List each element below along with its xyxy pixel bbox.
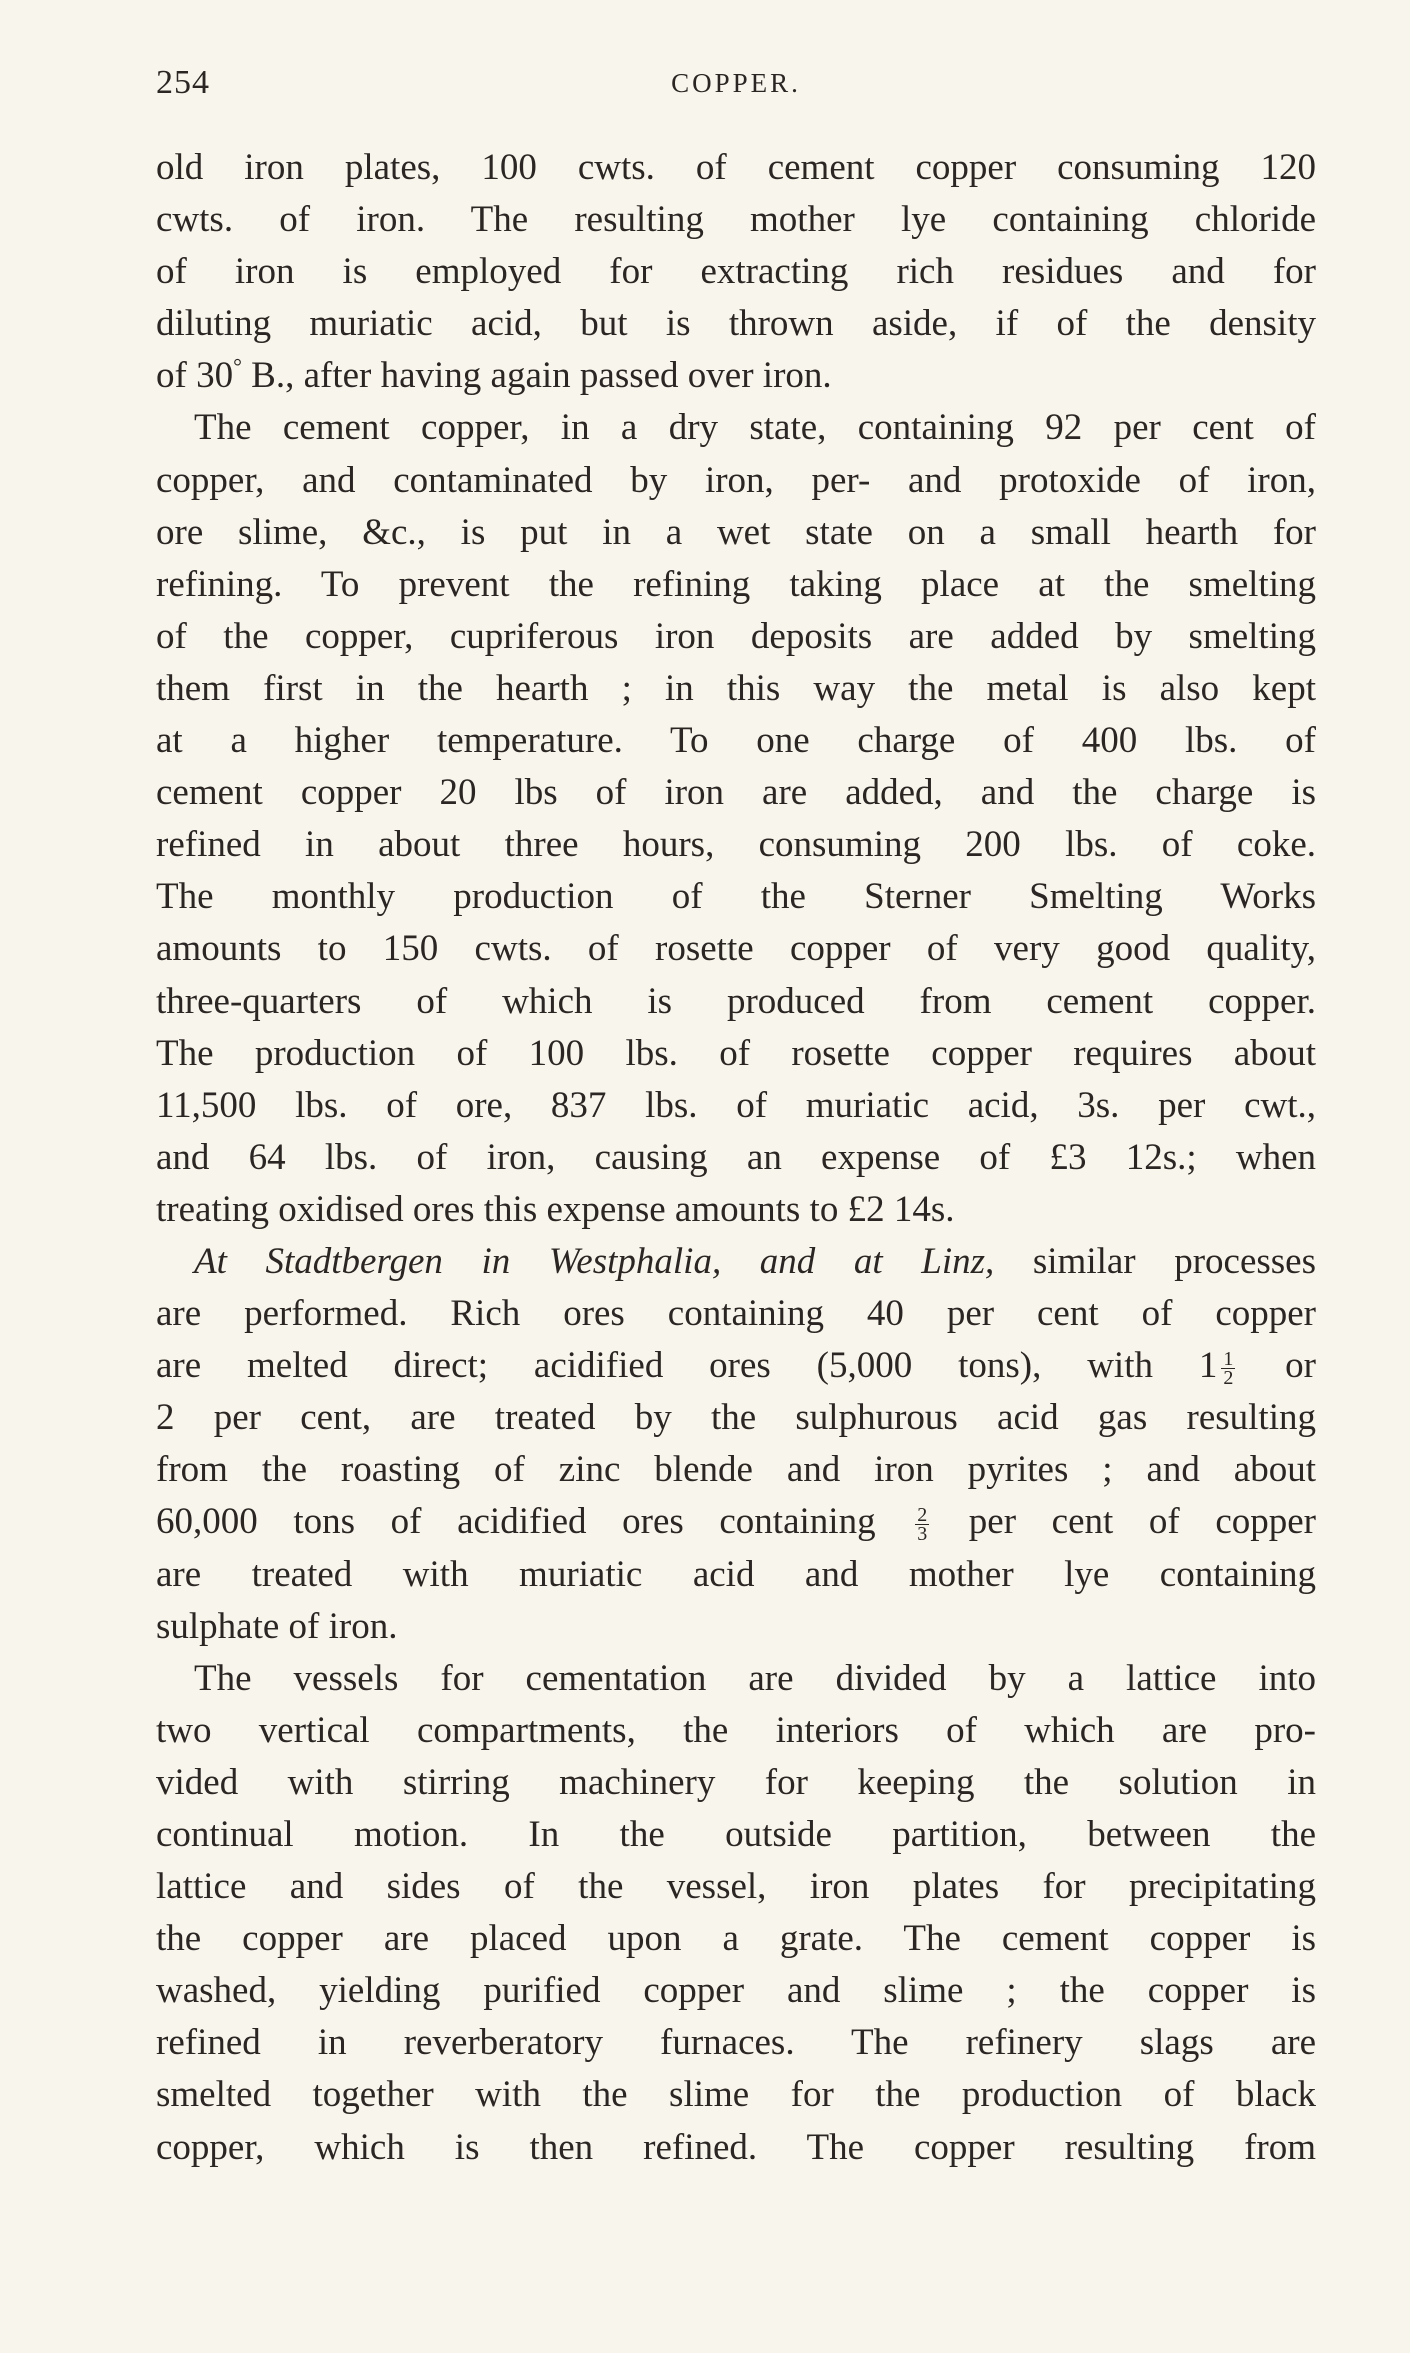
text-line: 11,500 lbs. of ore, 837 lbs. of muriatic acid, 3s. per cwt., [156, 1084, 1316, 1126]
fraction-two-thirds [915, 1504, 929, 1546]
text-fragment: B., after having again passed over iron. [241, 355, 832, 397]
text-line: refined in reverberatory furnaces. The refinery slags are [156, 2022, 1316, 2064]
text-line: copper, which is then refined. The copper resulting from [156, 2126, 1316, 2168]
text-line: refined in about three hours, consuming 200 lbs. of coke. [156, 824, 1316, 866]
text-line: 2 per cent, are treated by the sulphurous acid gas resulting [156, 1397, 1316, 1439]
paragraph-first-line: The vessels for cementation are divided by a lattice into [194, 1657, 1316, 1699]
text-line [156, 1340, 1316, 1392]
text-line: The monthly production of the Sterner Smelting Works [156, 876, 1316, 918]
text-line: three-quarters of which is produced from cement copper. [156, 980, 1316, 1022]
running-head: COPPER. [671, 68, 801, 98]
text-line: from the roasting of zinc blende and iron pyrites ; and about [156, 1449, 1316, 1491]
text-line: of iron is employed for extracting rich residues and for [156, 251, 1316, 293]
text-line: vided with stirring machinery for keeping the solution in [156, 1761, 1316, 1803]
text-line: cement copper 20 lbs of iron are added, and the charge is [156, 772, 1316, 814]
text-fragment: per cent of copper [933, 1501, 1316, 1543]
text-line: them first in the hearth ; in this way the metal is also kept [156, 667, 1316, 709]
body-text [156, 142, 1316, 2174]
text-fragment: of 30 [156, 355, 234, 397]
text-line: The production of 100 lbs. of rosette copper requires about [156, 1032, 1316, 1074]
page-header [156, 64, 1316, 112]
text-line: old iron plates, 100 cwts. of cement copper consuming 120 [156, 147, 1316, 188]
fraction-numerator: 1 [1223, 1348, 1234, 1371]
paragraph-first-line: The cement copper, in a dry state, containing 92 per cent of [194, 407, 1316, 449]
text-fragment: similar processes [994, 1240, 1316, 1282]
text-line: smelted together with the slime for the production of black [156, 2074, 1316, 2116]
text-line [156, 1496, 1316, 1548]
fraction-numerator: 2 [917, 1504, 928, 1527]
text-line: at a higher temperature. To one charge of 400 lbs. of [156, 720, 1316, 762]
text-line: lattice and sides of the vessel, iron plates for precipitating [156, 1866, 1316, 1908]
fraction-denominator: 3 [917, 1523, 928, 1546]
text-line: two vertical compartments, the interiors of which are pro- [156, 1709, 1316, 1751]
text-fragment: 60,000 tons of acidified ores containing [156, 1501, 912, 1543]
text-line: refining. To prevent the refining taking place at the smelting [156, 563, 1316, 605]
text-line: washed, yielding purified copper and slime ; the copper is [156, 1970, 1316, 2012]
text-line [156, 350, 1316, 402]
text-line: ore slime, &c., is put in a wet state on a small hearth for [156, 511, 1316, 553]
text-line: cwts. of iron. The resulting mother lye containing chloride [156, 199, 1316, 241]
degree-sign: ° [233, 354, 242, 380]
text-line: and 64 lbs. of iron, causing an expense of £3 12s.; when [156, 1136, 1316, 1178]
text-line: are performed. Rich ores containing 40 per cent of copper [156, 1293, 1316, 1335]
text-line: the copper are placed upon a grate. The cement copper is [156, 1918, 1316, 1960]
text-line: diluting muriatic acid, but is thrown aside, if of the density [156, 303, 1316, 345]
text-fragment: or [1239, 1345, 1316, 1387]
fraction-one-half [1221, 1348, 1235, 1390]
text-line: sulphate of iron. [156, 1605, 398, 1647]
text-line: of the copper, cupriferous iron deposits are added by smelting [156, 615, 1316, 657]
paragraph-first-line [156, 1236, 1316, 1288]
text-line: amounts to 150 cwts. of rosette copper of very good quality, [156, 928, 1316, 970]
text-line: are treated with muriatic acid and mother lye containing [156, 1553, 1316, 1595]
text-fragment: are melted direct; acidified ores (5,000 tons), with 1 [156, 1345, 1218, 1387]
fraction-denominator: 2 [1223, 1367, 1234, 1390]
text-line: continual motion. In the outside partition, between the [156, 1814, 1316, 1855]
text-line: copper, and contaminated by iron, per- and protoxide of iron, [156, 459, 1316, 501]
italic-place-names: At Stadtbergen in Westphalia, and at Linz, [194, 1240, 995, 1282]
text-line: treating oxidised ores this expense amounts to £2 14s. [156, 1188, 955, 1230]
page-number: 254 [156, 64, 210, 101]
